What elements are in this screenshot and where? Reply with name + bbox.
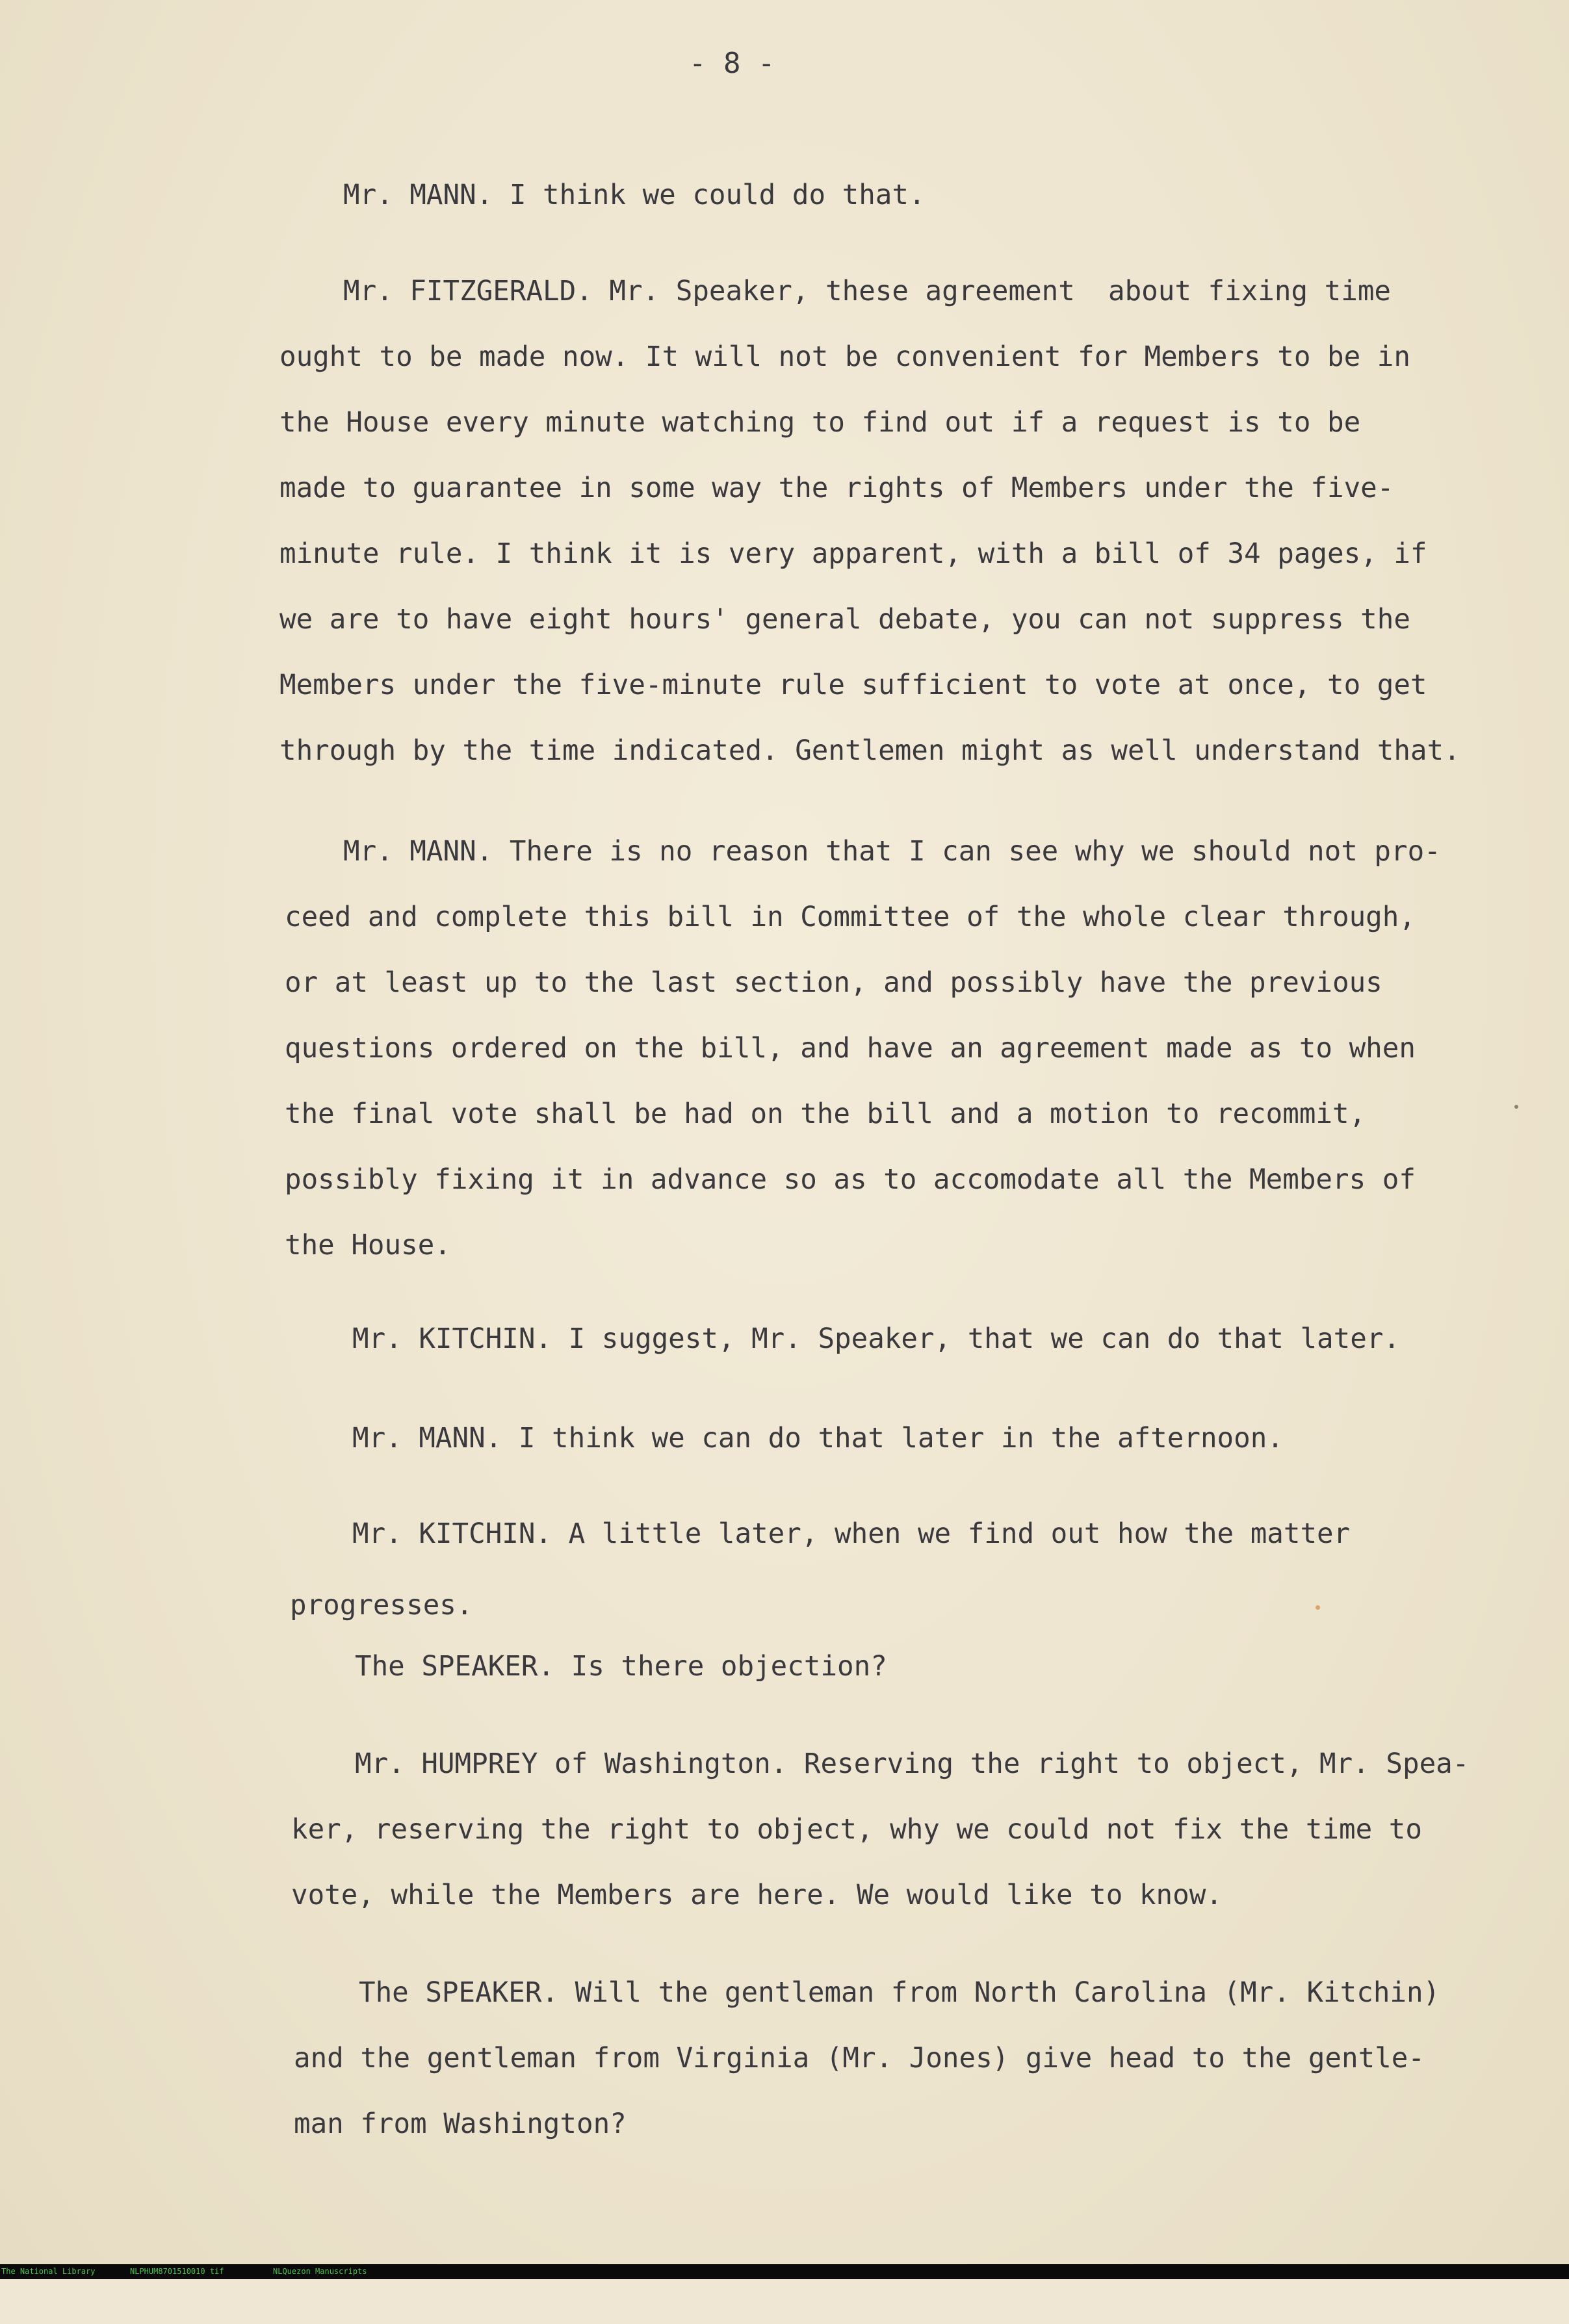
text-line: progresses. xyxy=(290,1590,473,1621)
text-line: questions ordered on the bill, and have an agreement made as to when xyxy=(285,1033,1416,1065)
text-line: through by the time indicated. Gentlemen might as well understand that. xyxy=(279,735,1460,767)
text-line: made to guarantee in some way the rights of Members under the five- xyxy=(279,472,1394,504)
footer-collection: NLQuezon Manuscripts xyxy=(273,2267,367,2276)
text-line: or at least up to the last section, and possibly have the previous xyxy=(285,967,1382,999)
text-line: Members under the five-minute rule sufficient to vote at once, to get xyxy=(279,669,1427,701)
text-line: the House every minute watching to find out if a request is to be xyxy=(279,407,1361,439)
paper-stain xyxy=(1316,1605,1320,1610)
text-line: ought to be made now. It will not be convenient for Members to be in xyxy=(279,341,1410,373)
text-line: minute rule. I think it is very apparent, with a bill of 34 pages, if xyxy=(279,538,1427,570)
text-line: possibly fixing it in advance so as to accomodate all the Members of xyxy=(285,1164,1416,1196)
footer-file: NLPHUM8701510010 tif xyxy=(130,2267,224,2276)
text-line: and the gentleman from Virginia (Mr. Jones) give head to the gentle- xyxy=(294,2043,1425,2074)
text-line: Mr. MANN. I think we can do that later in the afternoon. xyxy=(352,1423,1284,1454)
text-line: ceed and complete this bill in Committee of the whole clear through, xyxy=(285,901,1416,933)
footer-library: The National Library xyxy=(1,2267,96,2276)
text-line: we are to have eight hours' general debate, you can not suppress the xyxy=(279,604,1410,636)
text-line: Mr. MANN. There is no reason that I can see why we should not pro- xyxy=(343,836,1441,868)
text-line: the House. xyxy=(285,1230,451,1261)
page-number: - 8 - xyxy=(689,47,775,80)
text-line: Mr. KITCHIN. A little later, when we find out how the matter xyxy=(352,1518,1351,1550)
scan-footer-bar xyxy=(0,2264,1569,2279)
text-line: the final vote shall be had on the bill and a motion to recommit, xyxy=(285,1098,1366,1130)
text-line: Mr. FITZGERALD. Mr. Speaker, these agreement about fixing time xyxy=(343,276,1391,307)
text-line: The SPEAKER. Will the gentleman from North Carolina (Mr. Kitchin) xyxy=(359,1977,1440,2009)
text-line: man from Washington? xyxy=(294,2108,627,2140)
text-line: ker, reserving the right to object, why we could not fix the time to xyxy=(291,1814,1422,1846)
paper-stain xyxy=(1514,1105,1518,1109)
text-line: vote, while the Members are here. We would like to know. xyxy=(291,1879,1223,1911)
text-line: The SPEAKER. Is there objection? xyxy=(355,1651,887,1683)
text-line: Mr. KITCHIN. I suggest, Mr. Speaker, that we can do that later. xyxy=(352,1323,1400,1355)
text-line: Mr. MANN. I think we could do that. xyxy=(343,179,926,211)
text-line: Mr. HUMPREY of Washington. Reserving the right to object, Mr. Spea- xyxy=(355,1748,1470,1780)
